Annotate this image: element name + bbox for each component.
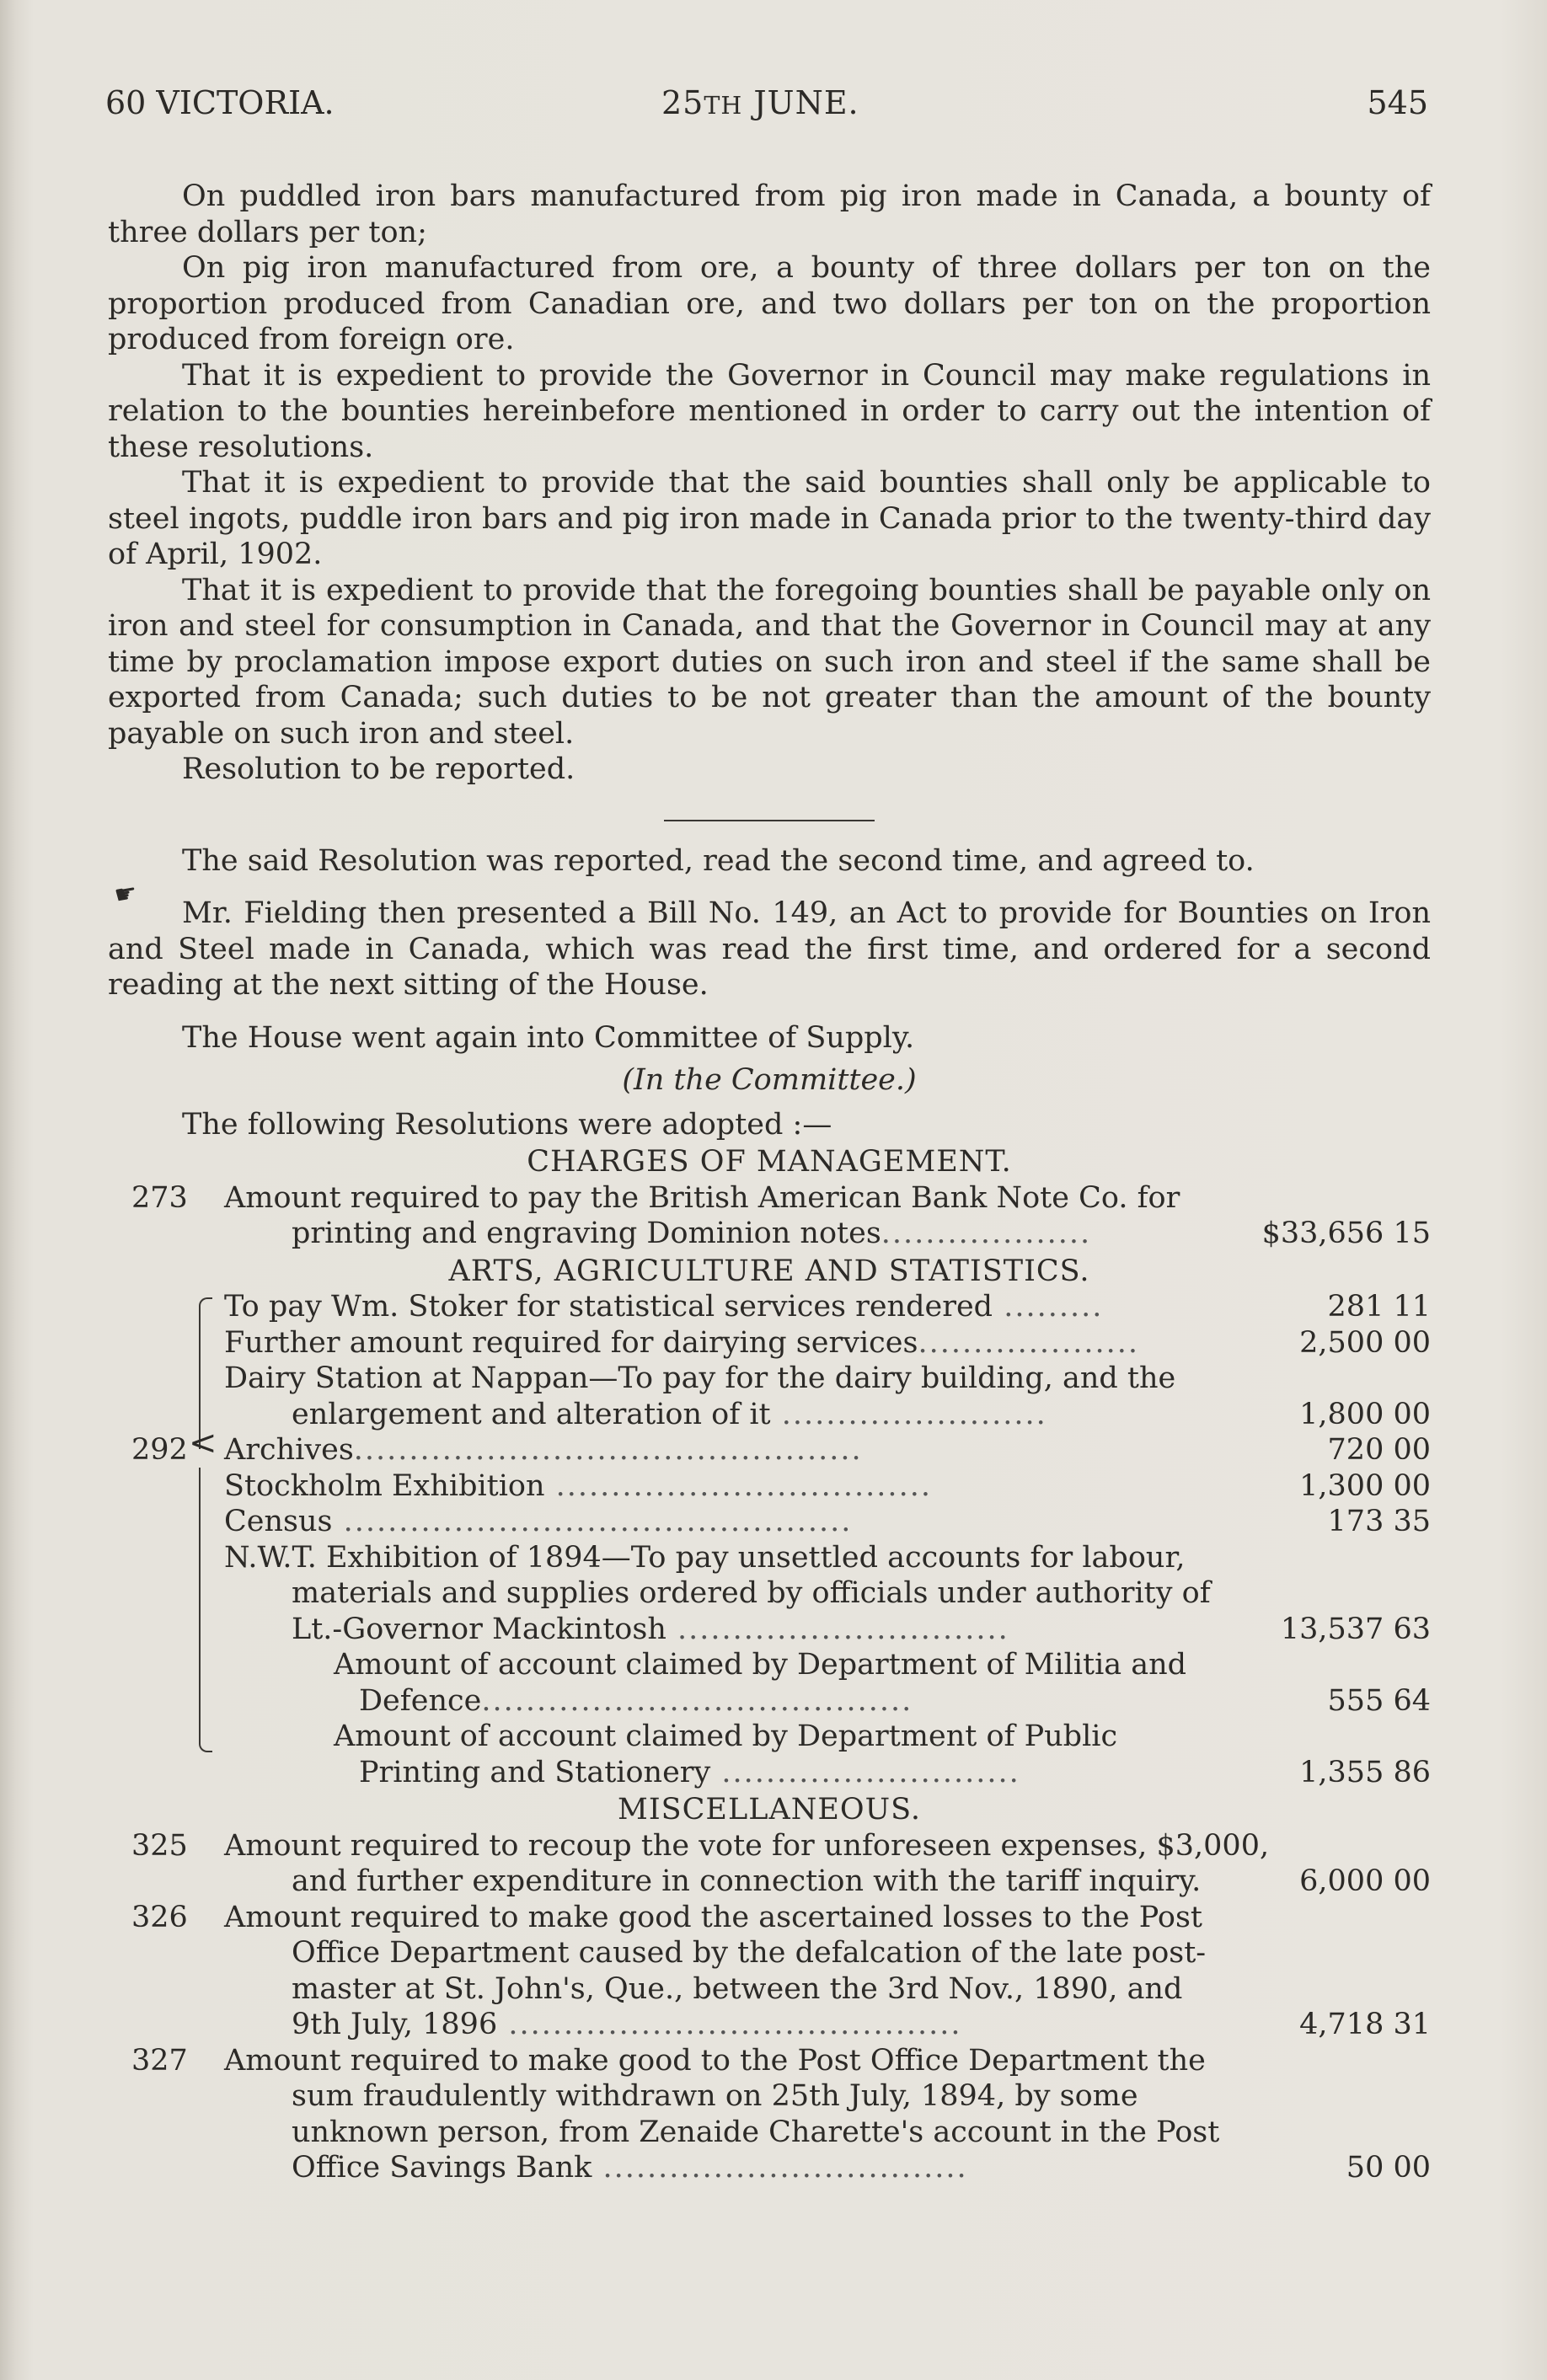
amount: 1,800 00 [1299,1397,1431,1431]
resolution-text: materials and supplies ordered by officials under authority of [292,1576,1211,1610]
resolution-text: N.W.T. Exhibition of 1894—To pay unsettled accounts for labour, [224,1540,1186,1575]
amount: 281 11 [1327,1290,1431,1324]
header-date: 25TH JUNE. [661,84,859,121]
resolution-text: Census [224,1505,333,1538]
page-number: 545 [1367,84,1428,121]
amount: 4,718 31 [1299,2008,1431,2041]
resolution-text: enlargement and alteration of it [292,1397,771,1431]
resolution-text: Stockholm Exhibition [224,1468,545,1503]
amount: 6,000 00 [1299,1864,1431,1898]
paragraph: The House went again into Committee of Supply. [182,1020,915,1055]
resolution-number: 326 [131,1900,188,1934]
amount: 2,500 00 [1299,1325,1431,1360]
resolution-text: sum fraudulently withdrawn on 25th July, 1894, by some [292,2079,1138,2113]
resolution-number: 292 [131,1433,188,1467]
section-heading: MISCELLANEOUS. [618,1793,921,1826]
resolution-number: 327 [131,2043,188,2078]
resolution-text: Further amount required for dairying services [224,1325,918,1360]
pointing-hand-icon: ☛ [112,877,140,912]
resolution-number: 325 [131,1828,188,1863]
resolution-text: To pay Wm. Stoker for statistical services rendered [224,1290,993,1324]
amount: 1,300 00 [1299,1468,1431,1503]
resolution-text: Office Savings Bank [292,2151,592,2185]
resolution-text: Archives [224,1433,354,1467]
paragraph: Mr. Fielding then presented a Bill No. 149, an Act to provide for Bounties on Iron and Steel made in Canada, which was read the first time, and ordered for a second reading at the next sitting of the House. [108,896,1431,1002]
committee-note: (In the Committee.) [622,1063,917,1097]
resolution-text: 9th July, 1896 [292,2008,498,2041]
resolution-text: Office Department caused by the defalcation of the late post- [292,1936,1207,1970]
resolution-text: Amount of account claimed by Department of Public [334,1719,1118,1753]
resolution-text: Amount of account claimed by Department of Militia and [334,1648,1187,1682]
resolution-text: unknown person, from Zenaide Charette's account in the Post [292,2115,1220,2149]
resolution-text: Printing and Stationery [359,1755,711,1789]
resolution-text: Amount required to make good the ascertained losses to the Post [224,1900,1202,1934]
resolution-number: 273 [131,1180,188,1215]
amount: 720 00 [1327,1433,1431,1467]
paragraph: Resolution to be reported. [182,752,575,786]
resolution-text: and further expenditure in connection with the tariff inquiry. [292,1864,1202,1898]
resolution-management: 273 Amount required to pay the British American Bank Note Co. for printing and engraving Dominion notes................... $33,656 15 [131,1180,1431,1250]
resolution-text: Amount required to recoup the vote for unforeseen expenses, $3,000, [224,1828,1270,1863]
resolution-text: Lt.-Governor Mackintosh [292,1612,666,1646]
amount: $33,656 15 [1261,1217,1431,1250]
journal-body [108,179,1431,2186]
resolution-text: master at St. John's, Que., between the 3rd Nov., 1890, and [292,1971,1183,2006]
resolution-text: Defence [359,1683,482,1718]
amount: 1,355 86 [1299,1755,1431,1789]
paragraph: On puddled iron bars manufactured from pig iron made in Canada, a bounty of three dollars per ton; [108,179,1431,249]
running-header [105,84,1428,126]
paragraph: The following Resolutions were adopted :— [182,1107,832,1142]
amount: 13,537 63 [1280,1612,1431,1646]
amount: 173 35 [1327,1505,1431,1538]
resolution-misc: 325 Amount required to recoup the vote for unforeseen expenses, $3,000, and further expenditure in connection with the tariff inquiry. 6,000 00 326 Amount required to make good the ascertained losses to the Post Office Department caused by the defalcation of the late post- master at St. John's, Que., between the 3rd Nov., 1890, and 9th July, 1896 ......................................... 4,718 31 327 Amount required to make good to the Post Office Department the sum fraudulently withdrawn on 25th July, 1894, by some unknown person, from Zenaide Charette's account in the Post Office Savings Bank ................................. 50 00 [131,1828,1431,2185]
amount: 555 64 [1327,1683,1431,1718]
section-heading: ARTS, AGRICULTURE AND STATISTICS. [448,1254,1090,1288]
resolution-text: printing and engraving Dominion notes [292,1217,881,1250]
paragraph: That it is expedient to provide the Governor in Council may make regulations in relation to the bounties hereinbefore mentioned in order to carry out the intention of these resolutions. [108,358,1431,464]
paragraph: That it is expedient to provide that the said bounties shall only be applicable to steel ingots, puddle iron bars and pig iron made in Canada prior to the twenty-third day of April, 1902. [108,466,1431,571]
section-heading: CHARGES OF MANAGEMENT. [527,1145,1012,1179]
section-divider [664,820,875,821]
paragraph: That it is expedient to provide that the foregoing bounties shall be payable only on iron and steel for consumption in Canada, and that the Governor in Council may at any time by proclamation impose export duties on such iron and steel if the same shall be exported from Canada; such duties to be not greater than the amount of the bounty payable on such iron and steel. [108,573,1431,751]
resolution-text: Amount required to pay the British American Bank Note Co. for [224,1180,1180,1215]
amount: 50 00 [1346,2151,1431,2185]
resolution-text: Amount required to make good to the Post Office Department the [224,2043,1206,2078]
header-session: 60 VICTORIA. [105,84,335,121]
paragraph: The said Resolution was reported, read the second time, and agreed to. [182,843,1255,878]
resolution-arts: 292 < To pay Wm. Stoker for statistical services rendered ......... 281 11 Further amount required for dairying services.................... 2,500 00 Dairy Station at Nappan—To pay for the dairy building, and the enlargement and alteration of it ........................ 1,800 00 Archives.............................................. 720 00 Stockholm Exhibition .................................. 1,300 00 Census .............................................. 173 35 N.W.T. Exhibition of 1894—To pay unsettled accounts for labour, materials and supplies ordered by officials under authority of Lt.-Governor Mackintosh .............................. 13,537 63 Amount of account claimed by Department of Militia and Defence....................................... 555 64 Amount of account claimed by Department of Public Printing and Stationery ........................... 1,355 86 [131,1290,1431,1789]
resolution-text: Dairy Station at Nappan—To pay for the dairy building, and the [224,1361,1176,1395]
paragraph: On pig iron manufactured from ore, a bounty of three dollars per ton on the proportion produced from Canadian ore, and two dollars per ton on the proportion produced from foreign ore. [108,251,1431,356]
